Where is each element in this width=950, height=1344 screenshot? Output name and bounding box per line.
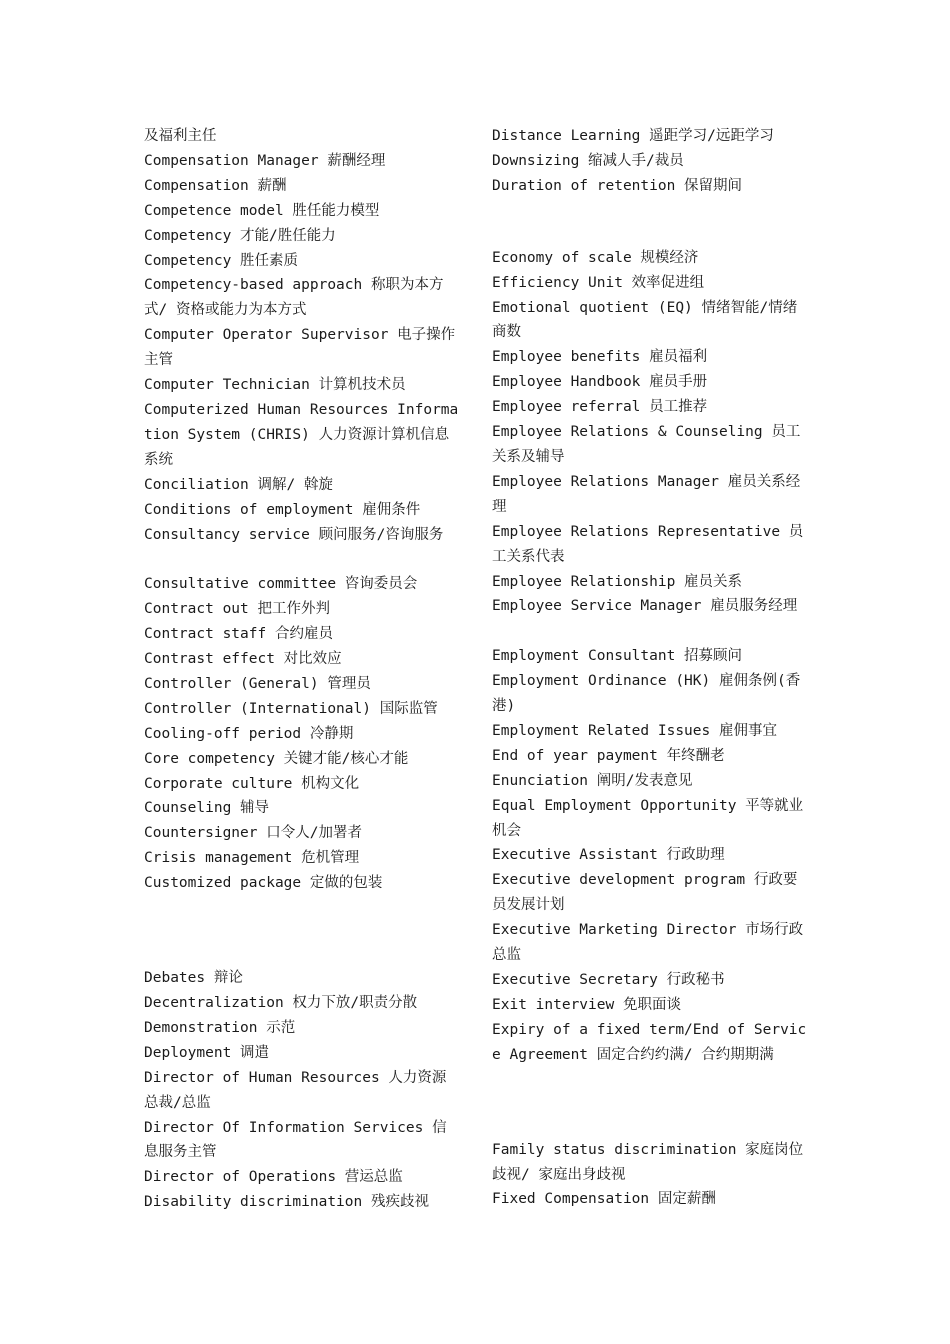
left-group-a [144, 124, 459, 547]
glossary-entry: Customized package 定做的包装 [144, 875, 383, 892]
glossary-entry: Employee Relations & Counseling 员工关系及辅导 [492, 424, 801, 465]
glossary-entry: Competency-based approach 称职为本方式/ 资格或能力为本方式 [144, 277, 444, 319]
glossary-entry: Duration of retention 保留期间 [492, 177, 743, 194]
glossary-entry: Downsizing 缩减人手/裁员 [492, 152, 684, 169]
glossary-entry: Employment Consultant 招募顾问 [492, 648, 743, 665]
glossary-entry: Consultative committee 咨询委员会 [144, 576, 418, 593]
glossary-entry: Contract out 把工作外判 [144, 601, 330, 618]
glossary-entry: Compensation 薪酬 [144, 177, 287, 194]
glossary-entry: Debates 辩论 [144, 970, 243, 987]
glossary-entry: Competency 才能/胜任能力 [144, 227, 336, 244]
glossary-entry: Director of Operations 营运总监 [144, 1169, 403, 1186]
glossary-entry: Employee Relations Representative 员工关系代表 [492, 523, 804, 565]
glossary-entry: Expiry of a fixed term/End of Service Agreement 固定合约约满/ 合约期期满 [492, 1021, 807, 1063]
glossary-entry: Exit interview 免职面谈 [492, 996, 681, 1013]
left-group-b [144, 572, 459, 896]
section-spacer [144, 547, 459, 572]
glossary-entry: Executive Marketing Director 市场行政总监 [492, 922, 804, 964]
glossary-entry: Controller (International) 国际监管 [144, 700, 438, 717]
glossary-entry: Corporate culture 机构文化 [144, 775, 360, 792]
glossary-entry: Family status discrimination 家庭岗位歧视/ 家庭出身歧视 [492, 1141, 804, 1183]
glossary-entry: Director Of Information Services 信息服务主管 [144, 1119, 447, 1161]
glossary-entry: Executive Secretary 行政秘书 [492, 971, 725, 988]
glossary-entry: Executive development program 行政要员发展计划 [492, 872, 798, 914]
glossary-entry: Distance Learning 遥距学习/远距学习 [492, 128, 774, 144]
glossary-entry: Employment Ordinance (HK) 雇佣条例(香港) [492, 673, 801, 715]
glossary-entry: Employee referral 员工推荐 [492, 399, 708, 416]
right-column [492, 124, 807, 1212]
glossary-entry: Emotional quotient (EQ) 情绪智能/情绪商数 [492, 299, 798, 341]
right-group-d [492, 1138, 807, 1213]
glossary-entry: Conditions of employment 雇佣条件 [144, 501, 421, 518]
glossary-entry: Compensation Manager 薪酬经理 [144, 152, 386, 169]
glossary-entry: 及福利主任 [144, 128, 217, 144]
glossary-entry: Cooling-off period 冷静期 [144, 725, 354, 742]
glossary-entry: Competence model 胜任能力模型 [144, 202, 380, 219]
glossary-entry: Employee Relationship 雇员关系 [492, 573, 743, 590]
glossary-entry: Employee Service Manager 雇员服务经理 [492, 598, 798, 615]
glossary-entry: Employee Relations Manager 雇员关系经理 [492, 473, 801, 515]
glossary-entry: Core competency 关键才能/核心才能 [144, 750, 409, 767]
glossary-entry: Contract staff 合约雇员 [144, 626, 333, 643]
glossary-entry: Fixed Compensation 固定薪酬 [492, 1191, 716, 1208]
glossary-entry: Countersigner 口令人/加署者 [144, 825, 362, 842]
right-group-a [492, 124, 807, 199]
glossary-entry: Employee Handbook 雇员手册 [492, 374, 708, 391]
section-spacer [144, 896, 459, 966]
glossary-entry: Demonstration 示范 [144, 1019, 296, 1036]
glossary-entry: Equal Employment Opportunity 平等就业机会 [492, 797, 804, 839]
section-spacer [492, 619, 807, 644]
glossary-entry: Counseling 辅导 [144, 800, 270, 817]
left-group-c [144, 966, 459, 1215]
glossary-entry: Deployment 调遣 [144, 1044, 270, 1061]
right-group-b [492, 246, 807, 620]
glossary-entry: Employee benefits 雇员福利 [492, 349, 708, 366]
glossary-entry: Computer Technician 计算机技术员 [144, 377, 406, 394]
glossary-entry: Competency 胜任素质 [144, 252, 299, 269]
glossary-entry: Efficiency Unit 效率促进组 [492, 274, 705, 291]
section-spacer [492, 199, 807, 246]
section-spacer [492, 1068, 807, 1138]
glossary-entry: Employment Related Issues 雇佣事宜 [492, 722, 777, 739]
glossary-entry: Executive Assistant 行政助理 [492, 847, 725, 864]
glossary-entry: Contrast effect 对比效应 [144, 651, 342, 668]
left-column [144, 124, 459, 1215]
right-group-c [492, 644, 807, 1067]
glossary-entry: Disability discrimination 残疾歧视 [144, 1194, 429, 1211]
glossary-entry: Computerized Human Resources Information System (CHRIS) 人力资源计算机信息系统 [144, 401, 459, 468]
glossary-entry: Consultancy service 顾问服务/咨询服务 [144, 526, 444, 543]
glossary-entry: Controller (General) 管理员 [144, 675, 371, 692]
glossary-entry: Enunciation 阐明/发表意见 [492, 772, 693, 789]
glossary-entry: Decentralization 权力下放/职责分散 [144, 994, 418, 1011]
glossary-entry: Economy of scale 规模经济 [492, 249, 699, 266]
glossary-entry: Conciliation 调解/ 斡旋 [144, 476, 333, 493]
glossary-entry: Director of Human Resources 人力资源总裁/总监 [144, 1069, 447, 1111]
glossary-entry: Computer Operator Supervisor 电子操作主管 [144, 327, 456, 369]
glossary-entry: Crisis management 危机管理 [144, 850, 360, 867]
glossary-entry: End of year payment 年终酬老 [492, 747, 725, 764]
